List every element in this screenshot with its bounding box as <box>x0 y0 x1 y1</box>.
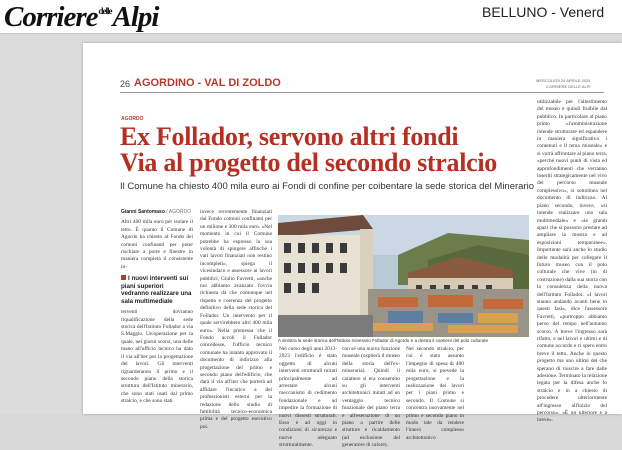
page-viewer[interactable] <box>0 34 622 449</box>
newspaper-header <box>0 0 622 34</box>
article-paragraph-3: invece recentemente finanziati dal Fondo comuni confinanti per un milione e 300 mila euro. «Nel momento in cui il Comune potrebbe ha espresso la sua volontà di spingere affinché i vari lavori finanziati non restino incompleti», spiega il vicesindaco e assessore ai lavori pubblici, Giulio Favretti, «anche noi abbiamo avanzato l'ovvia richiesta da che comunque nel rispetto e coerenza del progetto definitivo della sede storica del Follador. Un intervento per il quale servirebbero altri 400 mila euro». Nella premessa che il Fondo accoli il Follador concedesse, l'ufficio tecnico comunale ha intanto approvato il documento di indirizzo alla progettazione del primo e secondo piano dell'edificio, che darà il via all'iter che porterà ad affidare l'incarico a dei professionisti esterni per la redazione dello studio di fattibilità tecnico-economica prima e del progetto esecutivo poi. <box>200 209 272 430</box>
article-paragraph-4: Nel corso degli anni 2013-2023 l'edificio è stato oggetto di alcuni interventi strutturali mirati principalmente ad arrestare alcuni meccanismi di cedimento fondazionale e ad impedire la formazione di nuovi dissesti strutturali. Esso è ad oggi in condizioni di sicurezza e nuove adeguato strutturalmente. <box>279 346 337 449</box>
article-paragraph-1: Altri 400 mila euro per isolare il tetto. È quanto il Comune di Agordo ha chiesto al Fondo dei comuni confinanti per poter rischiare a porte e finestre in maniera completa il consistente in- <box>121 219 193 270</box>
newspaper-page <box>83 43 622 449</box>
subheading-text: I nuovi interventi sui piani superiori vedranno realizzare una sala multimediale <box>121 275 192 305</box>
dateline-date: MERCOLEDÌ 24 APRILE 2024 <box>536 78 591 83</box>
article-column-5 <box>406 346 464 441</box>
page-dateline <box>536 78 590 90</box>
logo-word-delle: delle <box>98 6 112 16</box>
article-kicker: AGORDO <box>121 116 144 122</box>
building-photo-icon <box>278 215 529 337</box>
article-column-4 <box>342 346 400 449</box>
article-headline-line1: Ex Follador, servono altri fondi <box>120 122 459 151</box>
article-paragraph-2: terventi dovranno riqualificazione della sede storica dell'Istituto Follador a via S.Maggio. Un'operazione per la quale, nei giorni scorsi, una delle mano all'ufficio tecnico ha dato il via all'iter per la progettazione del lavori. Gli interventi riguarderanno il primo e il secondo piano della storica struttura dell'Istituto minerario, che sono stati usati dal primo stralcio, e che sono stati <box>121 309 193 405</box>
section-divider <box>120 92 604 93</box>
article-column-3 <box>279 346 337 449</box>
article-column-1 <box>121 209 193 414</box>
article-subtitle: Il Comune ha chiesto 400 mila euro ai Fondi di confine per coibentare la sede storica del Minerario <box>120 181 535 192</box>
photo-caption: A sinistra la sede storica dell'Istituto minerario Follador di Agordo e a destra il cantiere del polo culturale <box>278 338 489 343</box>
edition-label[interactable]: BELLUNO - Venerd <box>482 4 605 20</box>
article-photo[interactable] <box>278 215 529 337</box>
article-paragraph-5: con sé una nuova funzione museale (ospiterà il museo della storia dell'ex-mineraria). Quindi il carattere si era consentito su gli interventi architettonici mirati ad un ventaggio tecnico funzionale del piano terra e all'esecuzione di un piano a partire delle strutture e ricaldamento (ad esclusione del generatore di calore). <box>342 346 400 449</box>
article-paragraph-6: Nel secondo stralcio, per cui è stato assunto l'impegno di spesa di 400 mila euro, si prevede la progettazione e la realizzazione dei lavori per i piani primo e secondo. Il Comune si concentra nuovamente nel primo e secondo piano in modo tale da rendere l'intero complesso architettonico <box>406 346 464 441</box>
logo-word-corriere: Corriere <box>4 1 98 33</box>
article-column-2 <box>200 209 272 430</box>
article-headline-line2: Via al progetto del secondo stralcio <box>120 148 497 177</box>
page-number: 26 <box>120 79 131 89</box>
article-subheading <box>121 275 193 305</box>
article-byline <box>121 209 193 216</box>
bullet-square-icon <box>121 275 126 280</box>
logo-word-alpi: Alpi <box>112 1 159 33</box>
dateline-paper: CORRIERE DELLE ALPI <box>546 84 591 89</box>
newspaper-logo[interactable] <box>4 1 158 34</box>
article-column-6 <box>537 99 607 424</box>
section-title: AGORDINO - VAL DI ZOLDO <box>134 77 281 89</box>
byline-author: Gianni Santomaso <box>121 209 165 215</box>
article-paragraph-7: utilizzabile per l'allestimento del museo e quindi fruibile dal pubblico. In particolare al piano primo «l'amministrazione intende strutturare ed espandere in maniera significativa i contenuti e il tema museale» e si vorrà affrontare al piano terra, «perché nuovi punti di vista ed approfondimenti che verranno inseriti strategicamente nel vivo del percorso museale complessivo», si sottolinea nel documento di indirizzo. Al piano secondo, invece, «si intende realizzare una sala multimediale» e «le grandi spazi che si possono prestare ad ampliare la mostra e ad esposizioni temporanee». Importante sarà anche lo studio delle modalità per collegare il futuro museo con il polo culturale che vive (in di costruzione) dalla sua storia con la consulenza della nuova dell'Istituto Follador. «I lavori stanno andando avanti bene in questi fasi», dice l'assessore Favretti, «purtroppo abbiamo perso del tempo nell'autunno scorso. A breve l'ingresso sarà rifatto, e nel lavori e ultimi e di comune accordo e ci spero entro breve il tetto. Anche in questo progetto ma uno ultimi del che sperano di riuscire a fare dalle adesione. Terminato la relazione legata per la difesa anche lo stralcio e in a chiesto di procedere ulteriormente all'ingresso all'inizio del percorso». «È un ulteriore e a breve». <box>537 99 607 424</box>
byline-location: / AGORDO <box>166 209 192 215</box>
